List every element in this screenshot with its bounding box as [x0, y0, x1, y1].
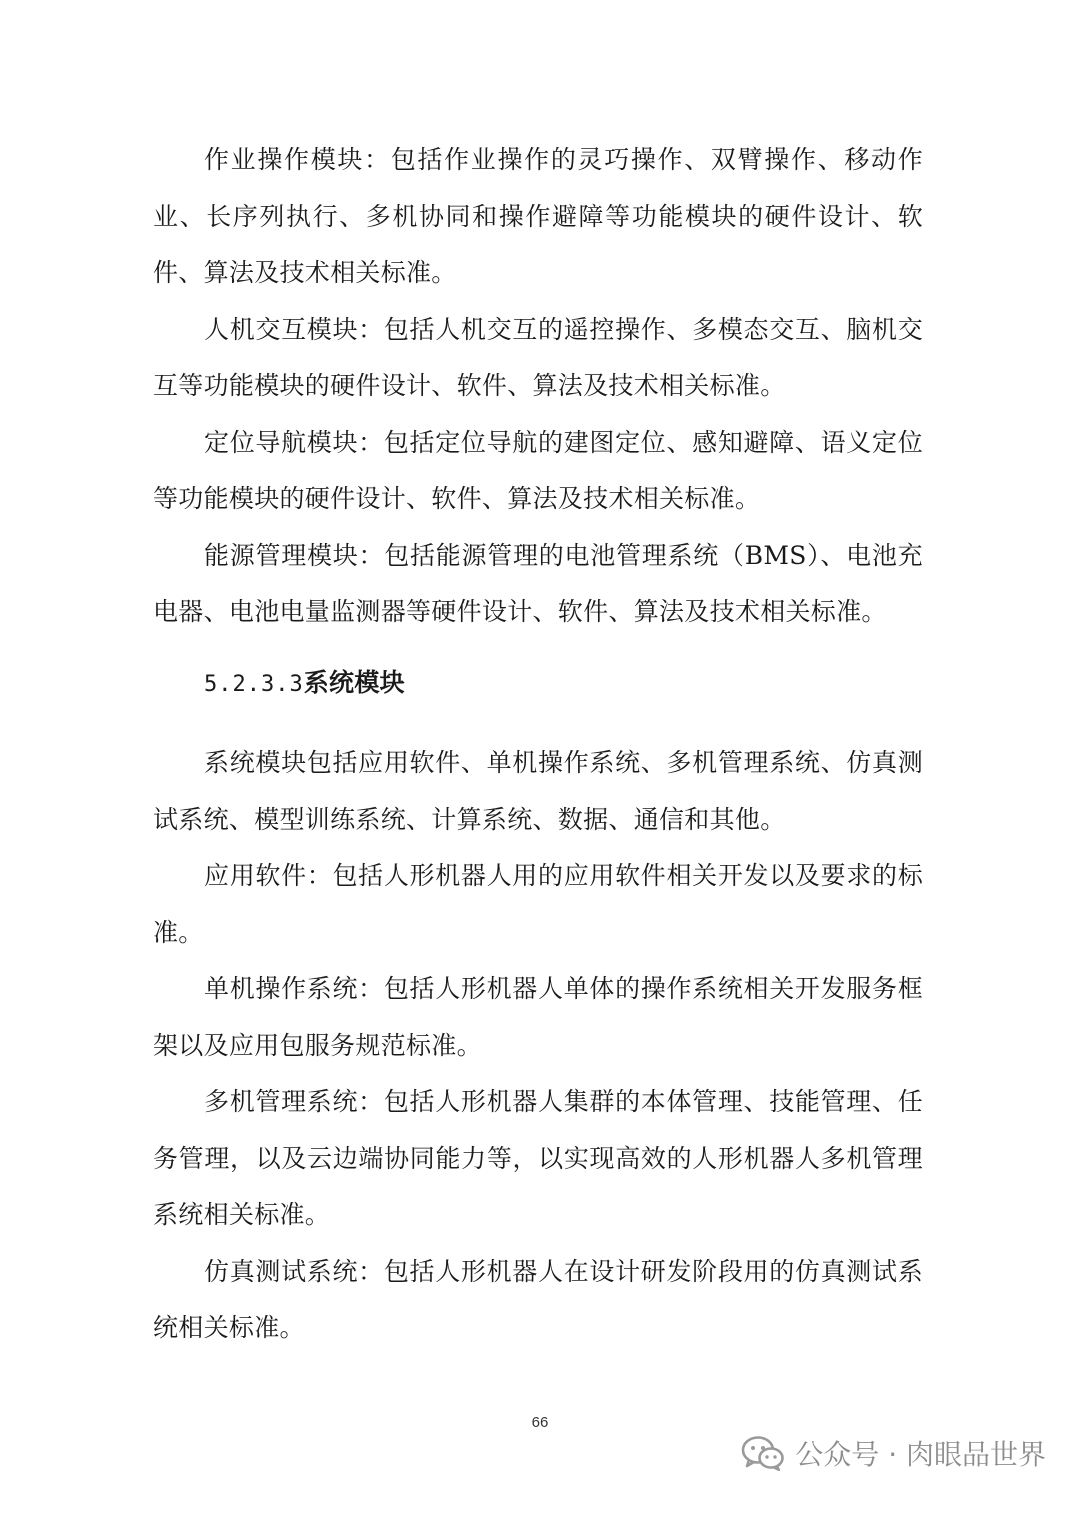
page-body [153, 132, 923, 1357]
paragraph-navigation-module: 定位导航模块：包括定位导航的建图定位、感知避障、语义定位等功能模块的硬件设计、软件、算法及技术相关标准。 [153, 427, 923, 513]
paragraph-application-software: 应用软件：包括人形机器人用的应用软件相关开发以及要求的标准。 [153, 861, 923, 947]
section-number: 5.2.3.3 [204, 671, 304, 697]
paragraph-single-os: 单机操作系统：包括人形机器人单体的操作系统相关开发服务框架以及应用包服务规范标准。 [153, 974, 923, 1060]
paragraph-multi-management: 多机管理系统：包括人形机器人集群的本体管理、技能管理、任务管理，以及云边端协同能力等，以实现高效的人形机器人多机管理系统相关标准。 [153, 1087, 923, 1229]
wechat-icon [741, 1435, 785, 1471]
paragraph-simulation-test: 仿真测试系统：包括人形机器人在设计研发阶段用的仿真测试系统相关标准。 [153, 1256, 923, 1342]
section-title: 系统模块 [303, 667, 405, 697]
watermark-text: 公众号 · 肉眼品世界 [795, 1438, 1046, 1471]
page-number: 66 [531, 1414, 549, 1431]
paragraph-system-module-intro: 系统模块包括应用软件、单机操作系统、多机管理系统、仿真测试系统、模型训练系统、计算系统、数据、通信和其他。 [153, 748, 923, 834]
paragraph-operation-module: 作业操作模块：包括作业操作的灵巧操作、双臂操作、移动作业、长序列执行、多机协同和操作避障等功能模块的硬件设计、软件、算法及技术相关标准。 [153, 145, 923, 287]
section-heading [153, 641, 923, 736]
paragraph-hmi-module: 人机交互模块：包括人机交互的遥控操作、多模态交互、脑机交互等功能模块的硬件设计、软件、算法及技术相关标准。 [153, 314, 923, 400]
watermark [741, 1433, 1046, 1473]
paragraph-energy-module: 能源管理模块：包括能源管理的电池管理系统（BMS）、电池充电器、电池电量监测器等硬件设计、软件、算法及技术相关标准。 [153, 540, 923, 626]
